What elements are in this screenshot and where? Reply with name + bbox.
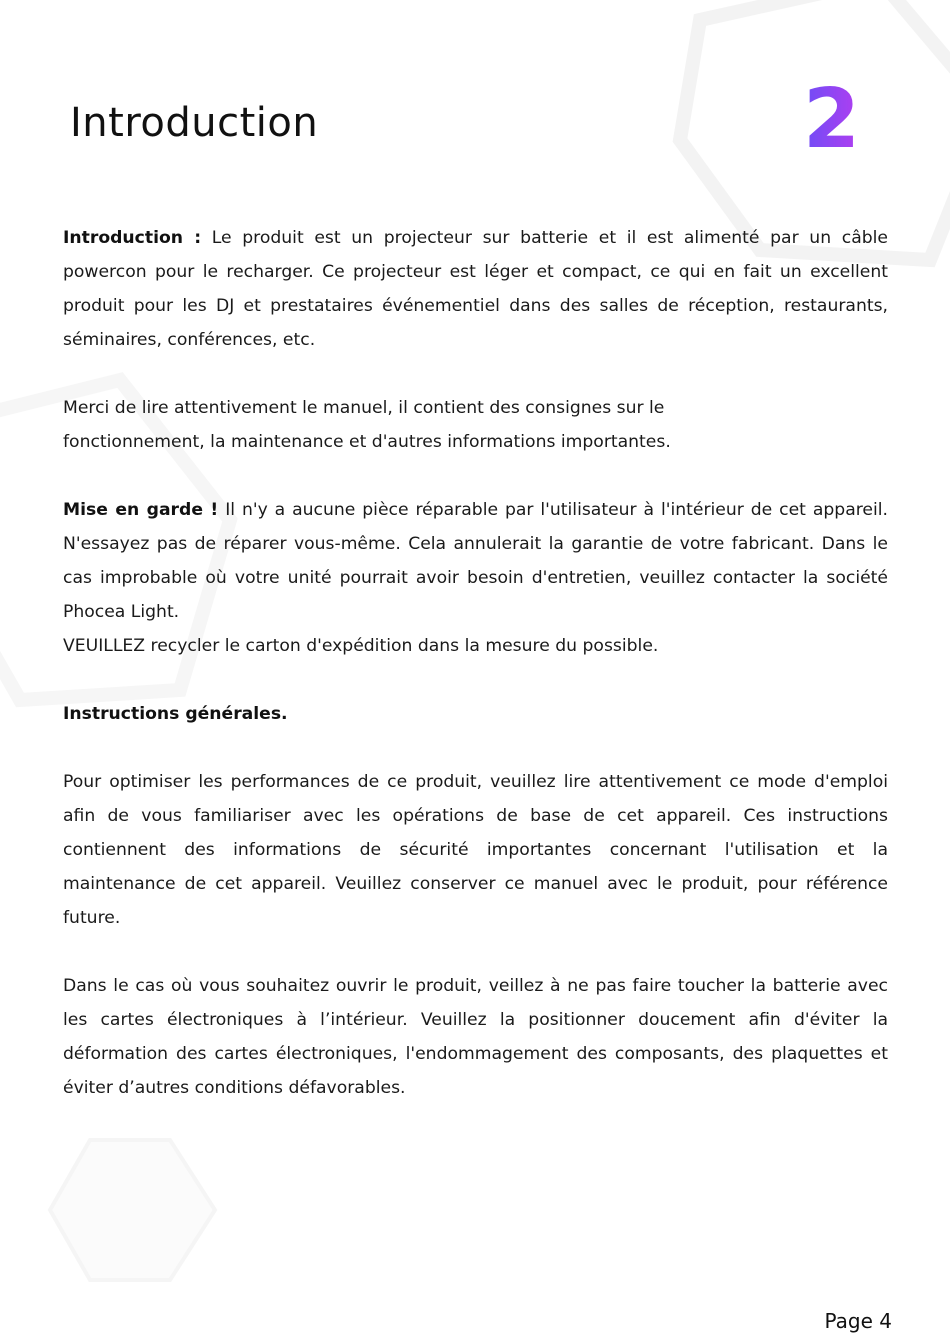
thanks-line-1: Merci de lire attentivement le manuel, il contient des consignes sur le <box>63 398 665 418</box>
warning-text: Il n'y a aucune pièce réparable par l'utilisateur à l'intérieur de cet appareil. N'essayez pas de réparer vous-même. Cela annulerait la garantie de votre fabricant. Dans le cas improbable où votre unité pourrait avoir besoin d'entretien, veuillez contacter la société Phocea Light. <box>63 500 888 622</box>
main-content <box>63 221 888 1139</box>
warning-lead: Mise en garde ! <box>63 500 219 520</box>
intro-paragraph <box>63 221 888 357</box>
general-instructions-paragraph: Pour optimiser les performances de ce produit, veuillez lire attentivement ce mode d'emploi afin de vous familiariser avec les opérations de base de cet appareil. Ces instructions contiennent des informations de sécurité importantes concernant l'utilisation et la maintenance de cet appareil. Veuillez conserver ce manuel avec le produit, pour référence future. <box>63 772 888 928</box>
general-instructions-heading <box>63 697 888 731</box>
page-title: Introduction <box>70 100 319 146</box>
warning-paragraph <box>63 493 888 629</box>
intro-lead: Introduction : <box>63 228 202 248</box>
intro-text: Le produit est un projecteur sur batterie et il est alimenté par un câble powercon pour le recharger. Ce projecteur est léger et compact, ce qui en fait un excellent produit pour les DJ et prestataires événementiel dans des salles de réception, restaurants, séminaires, conférences, etc. <box>63 228 889 350</box>
recycle-paragraph: VEUILLEZ recycler le carton d'expédition dans la mesure du possible. <box>63 636 659 656</box>
thanks-line-2: fonctionnement, la maintenance et d'autres informations importantes. <box>63 432 671 452</box>
page-number: Page 4 <box>824 1309 892 1333</box>
chapter-number: 2 <box>802 72 860 167</box>
thanks-paragraph <box>63 391 888 459</box>
opening-product-paragraph: Dans le cas où vous souhaitez ouvrir le produit, veillez à ne pas faire toucher la batterie avec les cartes électroniques à l’intérieur. Veuillez la positionner doucement afin d'éviter la déformation des cartes électroniques, l'endommagement des composants, des plaquettes et éviter d’autres conditions défavorables. <box>63 976 888 1098</box>
hexagon-watermark-bottom-left <box>50 1140 215 1280</box>
general-instructions-heading-text: Instructions générales. <box>63 704 288 724</box>
